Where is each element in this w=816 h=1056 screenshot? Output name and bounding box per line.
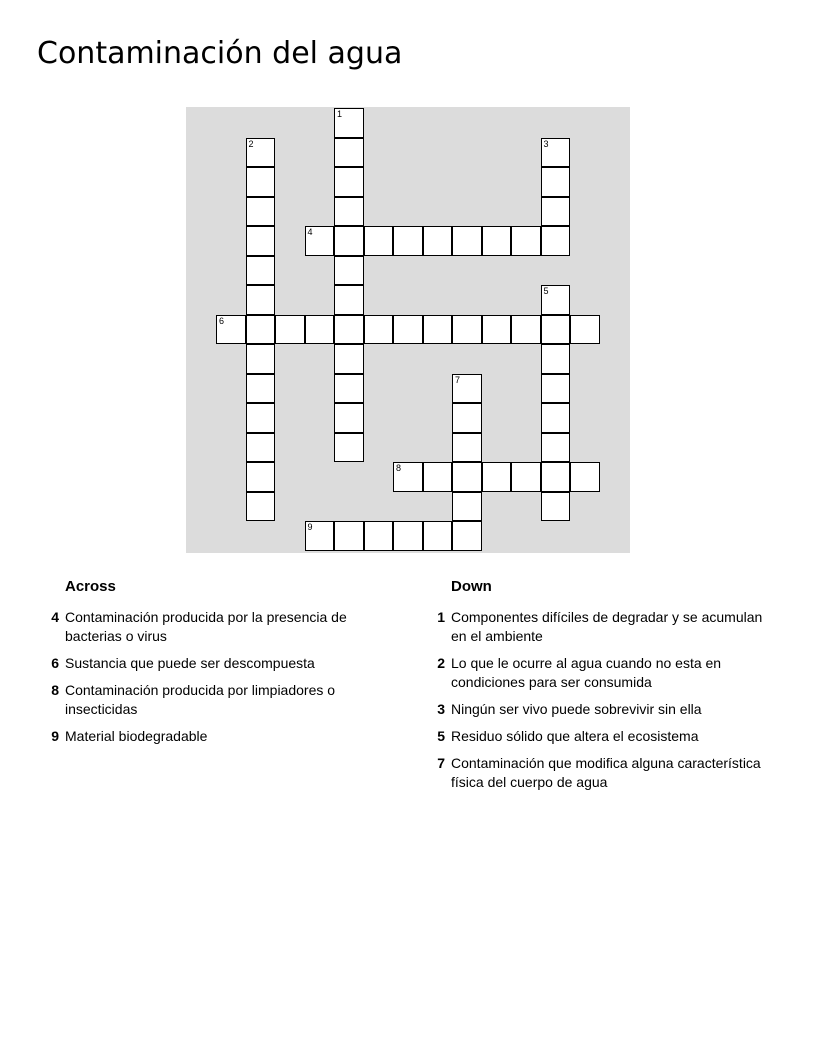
grid-cell[interactable]: [246, 374, 276, 404]
grid-cell[interactable]: [511, 462, 541, 492]
grid-cell[interactable]: [305, 315, 335, 345]
across-clue-list: [40, 608, 380, 746]
grid-cell[interactable]: [246, 256, 276, 286]
grid-cell[interactable]: [364, 521, 394, 551]
grid-cell[interactable]: [452, 403, 482, 433]
grid-cell[interactable]: [570, 462, 600, 492]
grid-cell[interactable]: [246, 285, 276, 315]
grid-cell[interactable]: [423, 462, 453, 492]
grid-cell[interactable]: [541, 226, 571, 256]
down-clue-list: [426, 608, 766, 792]
grid-cell[interactable]: [393, 315, 423, 345]
grid-cell[interactable]: [334, 226, 364, 256]
grid-cell[interactable]: [541, 138, 571, 168]
grid-cell[interactable]: [246, 433, 276, 463]
grid-cell[interactable]: [541, 344, 571, 374]
down-clue: [426, 754, 766, 792]
grid-cell[interactable]: [393, 462, 423, 492]
grid-cell[interactable]: [305, 521, 335, 551]
grid-cell[interactable]: [246, 197, 276, 227]
grid-cell[interactable]: [541, 374, 571, 404]
grid-cell[interactable]: [452, 433, 482, 463]
down-clue: [426, 654, 766, 692]
clue-number: 8: [51, 682, 59, 698]
grid-cell[interactable]: [393, 521, 423, 551]
grid-cell[interactable]: [541, 197, 571, 227]
cell-number: 8: [396, 463, 402, 473]
cell-number: 3: [543, 138, 549, 149]
grid-cell[interactable]: [246, 462, 276, 492]
grid-cell[interactable]: [482, 315, 512, 345]
grid-cell[interactable]: [423, 315, 453, 345]
grid-cell[interactable]: [364, 226, 394, 256]
across-clue: [40, 608, 380, 646]
grid-cell[interactable]: [334, 374, 364, 404]
grid-cell[interactable]: [452, 374, 482, 404]
clue-text: Sustancia que puede ser descompuesta: [65, 655, 315, 671]
across-heading: Across: [65, 578, 116, 595]
grid-cell[interactable]: [246, 344, 276, 374]
clue-number: 4: [51, 609, 59, 625]
grid-cell[interactable]: [570, 315, 600, 345]
clue-text: Componentes difíciles de degradar y se acumulan en el ambiente: [451, 609, 763, 644]
grid-cell[interactable]: [305, 226, 335, 256]
grid-cell[interactable]: [246, 315, 276, 345]
grid-cell[interactable]: [246, 138, 276, 168]
grid-cell[interactable]: [511, 315, 541, 345]
grid-cell[interactable]: [334, 315, 364, 345]
grid-cell[interactable]: [334, 197, 364, 227]
grid-cell[interactable]: [541, 492, 571, 522]
clue-number: 9: [51, 728, 59, 744]
clue-number: 5: [437, 728, 445, 744]
grid-cell[interactable]: [541, 403, 571, 433]
grid-cell[interactable]: [541, 315, 571, 345]
grid-cell[interactable]: [334, 285, 364, 315]
grid-cell[interactable]: [482, 462, 512, 492]
clue-text: Material biodegradable: [65, 728, 208, 744]
grid-cell[interactable]: [423, 521, 453, 551]
grid-cell[interactable]: [541, 433, 571, 463]
grid-cell[interactable]: [334, 167, 364, 197]
across-clue: [40, 727, 380, 746]
down-clue: [426, 727, 766, 746]
grid-cell[interactable]: [393, 226, 423, 256]
cell-number: 7: [455, 374, 461, 385]
grid-cell[interactable]: [334, 403, 364, 433]
clue-number: 3: [437, 701, 445, 717]
grid-cell[interactable]: [541, 462, 571, 492]
clue-text: Contaminación producida por la presencia de bacterias o virus: [65, 609, 347, 644]
grid-cell[interactable]: [511, 226, 541, 256]
grid-cell[interactable]: [482, 226, 512, 256]
grid-cell[interactable]: [334, 344, 364, 374]
cell-number: 6: [219, 315, 225, 326]
grid-cell[interactable]: [246, 492, 276, 522]
grid-cell[interactable]: [246, 167, 276, 197]
grid-cell[interactable]: [423, 226, 453, 256]
grid-cell[interactable]: [541, 167, 571, 197]
clue-number: 7: [437, 755, 445, 771]
clue-text: Contaminación producida por limpiadores o insecticidas: [65, 682, 336, 717]
down-clues: [426, 576, 766, 800]
clue-text: Ningún ser vivo puede sobrevivir sin ella: [451, 701, 702, 717]
cell-number: 4: [307, 227, 313, 237]
grid-cell[interactable]: [275, 315, 305, 345]
down-clue: [426, 608, 766, 646]
grid-cell[interactable]: [452, 492, 482, 522]
grid-cell[interactable]: [246, 226, 276, 256]
grid-cell[interactable]: [364, 315, 394, 345]
clue-text: Lo que le ocurre al agua cuando no esta en condiciones para ser consumida: [451, 655, 722, 690]
page-title: Contaminación del agua: [37, 36, 403, 71]
grid-cell[interactable]: [334, 256, 364, 286]
clue-number: 6: [51, 655, 59, 671]
cell-number: 9: [307, 522, 313, 532]
grid-cell[interactable]: [452, 226, 482, 256]
grid-cell[interactable]: [452, 521, 482, 551]
clue-text: Contaminación que modifica alguna característica física del cuerpo de agua: [451, 755, 761, 790]
grid-cell[interactable]: [246, 403, 276, 433]
cell-number: 5: [543, 286, 549, 296]
grid-cell[interactable]: [334, 433, 364, 463]
cell-number: 2: [248, 138, 254, 149]
grid-cell[interactable]: [216, 315, 246, 345]
cell-number: 1: [337, 109, 343, 119]
across-clue: [40, 654, 380, 673]
across-clues: [40, 576, 380, 754]
across-clue: [40, 681, 380, 719]
grid-cell[interactable]: [452, 462, 482, 492]
down-heading: Down: [451, 578, 492, 595]
grid-cell[interactable]: [334, 521, 364, 551]
down-clue: [426, 700, 766, 719]
grid-cell[interactable]: [452, 315, 482, 345]
crossword-grid: [186, 107, 630, 553]
clue-number: 1: [437, 609, 445, 625]
grid-cell[interactable]: [334, 138, 364, 168]
clue-number: 2: [437, 655, 445, 671]
grid-cell[interactable]: [334, 108, 364, 138]
grid-cell[interactable]: [541, 285, 571, 315]
clue-text: Residuo sólido que altera el ecosistema: [451, 728, 699, 744]
